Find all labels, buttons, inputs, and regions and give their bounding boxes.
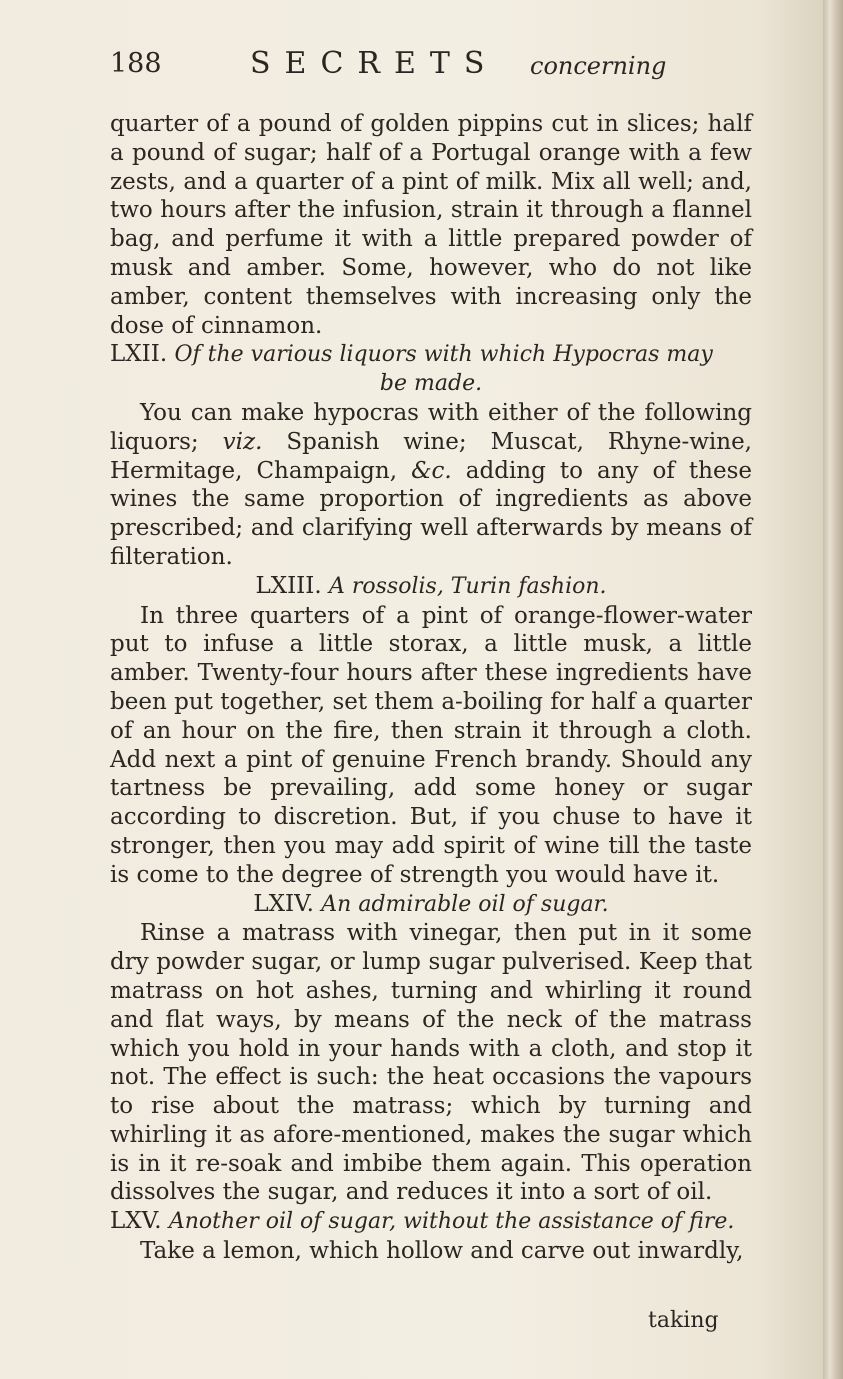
viz-abbreviation: viz. xyxy=(222,428,263,455)
page-header xyxy=(110,44,670,84)
section-title: Of the various liquors with which Hypocras may xyxy=(174,342,713,368)
section-body-lxiii: In three quarters of a pint of orange-flower-water put to infuse a little storax, a little musk, a little amber. Twenty-four hours after these ingredients have been put together, set them a-boiling for half a quarter of an hour on the fire, then strain it through a cloth. Add next a pint of genuine French brandy. Should any tartness be prevailing, add some honey or sugar according to discretion. But, if you chuse to have it stronger, then you may add spirit of wine till the taste is come to the degree of strength you would have it. xyxy=(110,602,752,888)
page-edge xyxy=(823,0,843,1379)
section-title: An admirable oil of sugar. xyxy=(321,891,609,917)
body-text: You can make hypocras with either of the following liquors; xyxy=(110,399,752,455)
section-heading-lxiv xyxy=(110,890,752,920)
section-number: LXIII. xyxy=(255,572,322,599)
running-title-italic: concerning xyxy=(530,52,667,80)
section-heading-lxiii xyxy=(110,572,752,602)
body-text: adding to any of these wines the same proportion of ingredients as above prescribed; and clarifying well afterwards by means of filteration. xyxy=(110,457,753,570)
section-body-lxii xyxy=(110,399,752,572)
section-title: Another oil of sugar, without the assistance of fire. xyxy=(168,1209,735,1235)
section-number: LXII. xyxy=(110,341,168,368)
section-heading-lxii xyxy=(110,340,752,399)
section-number: LXIV. xyxy=(253,890,314,917)
catchword: taking xyxy=(648,1308,719,1333)
text-block xyxy=(110,110,752,1266)
running-title: SECRETS xyxy=(250,46,499,81)
opening-paragraph: quarter of a pound of golden pippins cut in slices; half a pound of sugar; half of a Portugal orange with a few zests, and a quarter of a pint of milk. Mix all well; and, two hours after the infusion, strain it through a flannel bag, and perfume it with a little prepared powder of musk and amber. Some, however, who do not like amber, content themselves with increasing only the dose of cinnamon. xyxy=(110,111,752,339)
body-text: Spanish wine; Muscat, Rhyne-wine, Hermitage, Champaign, xyxy=(110,428,752,484)
section-title-continuation: be made. xyxy=(379,371,483,397)
section-body-lxv: Take a lemon, which hollow and carve out inwardly, xyxy=(140,1238,744,1265)
section-heading-lxv xyxy=(110,1207,752,1237)
section-number: LXV. xyxy=(110,1208,162,1235)
section-title: A rossolis, Turin fashion. xyxy=(328,573,607,599)
page-number: 188 xyxy=(110,48,162,79)
section-body-lxiv: Rinse a matrass with vinegar, then put in it some dry powder sugar, or lump sugar pulverised. Keep that matrass on hot ashes, turning and whirling it round and flat ways, by means of the neck of the matrass which you hold in your hands with a cloth, and stop it not. The effect is such: the heat occasions the vapours to rise about the matrass; which by turning and whirling it as afore-mentioned, makes the sugar which is in it re-soak and imbibe them again. This operation dissolves the sugar, and reduces it into a sort of oil. xyxy=(110,920,752,1206)
etc-abbreviation: &c. xyxy=(411,457,452,484)
